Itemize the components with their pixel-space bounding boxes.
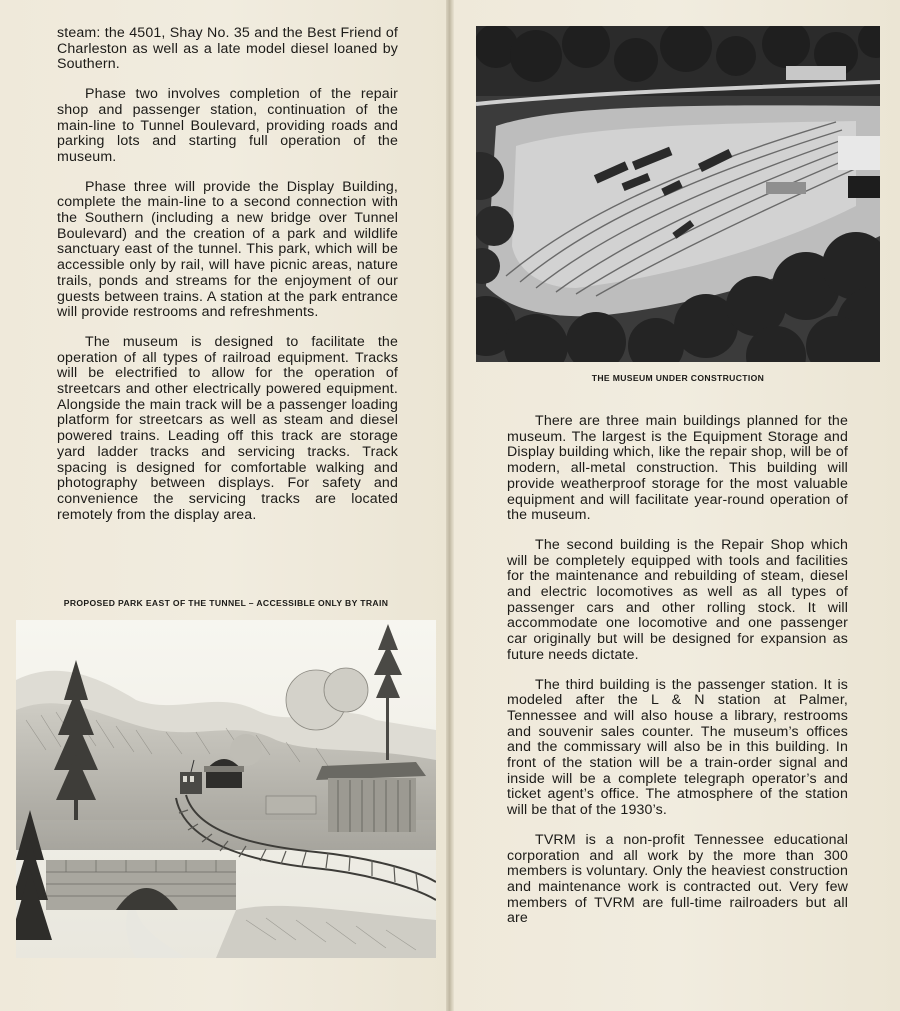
right-paragraph-4: TVRM is a non-profit Tennessee educational corporation and all work by the more than 300 members is voluntary. Only the heaviest construction and maintenance work is contracted out. Very few members of TVRM are full-time railroaders but all are: [507, 831, 848, 927]
left-paragraph-3: Phase three will provide the Display Building, complete the main-line to a second connection with the Southern (including a new bridge over Tunnel Boulevard) and the creation of a park and wildlife sanctuary east of the tunnel. This park, which will be accessible only by rail, will have picnic areas, nature trails, ponds and streams for the enjoyment of our guests between trains. A station at the park entrance will provide restrooms and refreshments.: [57, 178, 398, 321]
left-paragraph-4: The museum is designed to facilitate the operation of all types of railroad equipment. Tracks will be electrified to allow for the operation of streetcars and other electrically powered equipment. Alongside the main track will be a passenger loading platform for streetcars as well as steam and diesel powered trains. Leading off this track are storage yard ladder tracks and servicing tracks. Track spacing is designed for comfortable walking and photography between displays. For safety and convenience the servicing tracks are located remotely from the display area.: [57, 333, 398, 523]
right-paragraph-2: The second building is the Repair Shop which will be completely equipped with tools and facilities for the maintenance and rebuilding of steam, diesel and electric locomotives as well as all types of passenger cars and other rolling stock. It will accommodate one locomotive and one passenger car originally but will be designed for expansion as future needs dictate.: [507, 536, 848, 663]
park-illustration: [16, 620, 436, 958]
right-paragraph-3: The third building is the passenger station. It is modeled after the L & N station at Palmer, Tennessee and will also house a library, restrooms and souvenir sales counter. The museum’s offices and the commissary will also be in this building. In front of the station will be a train-order signal and inside will be a complete telegraph operator’s and ticket agent’s office. The atmosphere of the station will be that of the 1930’s.: [507, 676, 848, 819]
left-paragraph-1: steam: the 4501, Shay No. 35 and the Best Friend of Charleston as well as a late model diesel loaned by Southern.: [57, 26, 398, 73]
aerial-photo: [476, 26, 880, 362]
right-text-column: [507, 414, 848, 962]
left-paragraph-2: Phase two involves completion of the repair shop and passenger station, continuation of the main-line to Tunnel Boulevard, providing roads and parking lots and starting full operation of the museum.: [57, 86, 398, 165]
right-paragraph-1: There are three main buildings planned for the museum. The largest is the Equipment Storage and Display building which, like the repair shop, will be of modern, all-metal construction. This building will provide weatherproof storage for the most valuable equipment and will facilitate year-round operation of the museum.: [507, 414, 848, 524]
drawing-caption: PROPOSED PARK EAST OF THE TUNNEL – ACCESSIBLE ONLY BY TRAIN: [63, 598, 389, 608]
left-text-column: [57, 26, 398, 586]
photo-caption: THE MUSEUM UNDER CONSTRUCTION: [591, 373, 765, 383]
brochure-fold: [446, 0, 454, 1011]
